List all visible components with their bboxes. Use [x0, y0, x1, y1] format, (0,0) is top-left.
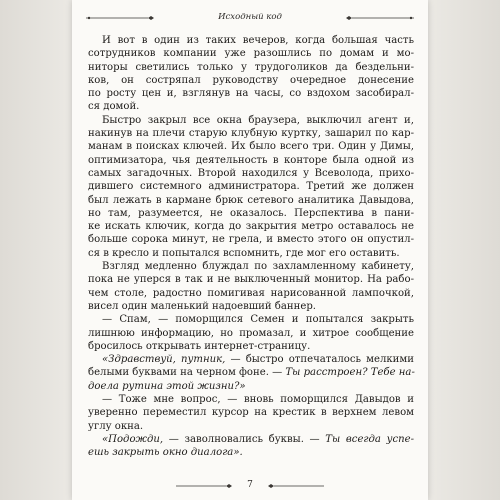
page-number: 7 [247, 480, 253, 490]
footer-ornament-right-icon [268, 483, 324, 489]
text-line: чем столе, радостно помигивая нарисованной лампочкой, [88, 287, 414, 299]
footer-ornament-left-icon [176, 483, 232, 489]
text-line: ке искать ключик, когда до закрытия метро оставалось не [88, 221, 414, 233]
text-line: манам в поисках ключей. Их было всего три. Один у Димы, [88, 141, 414, 153]
page-body-text [88, 34, 414, 460]
text-line: по росту цен и, взглянув на часы, со вздохом засобирал- [88, 88, 414, 100]
adjacent-page-right [428, 0, 500, 500]
text-line: ся в кресло и попытался вспомнить, где мог его оставить. [88, 247, 400, 259]
text-line: дившего системного администратора. Третий же должен [88, 181, 414, 193]
text-line: углу окна. [88, 420, 144, 432]
text-line: ков, он состряпал руководству очередное донесение [88, 74, 414, 86]
header-ornament-left-icon [86, 15, 154, 21]
text-line: бросилось открывать интернет-страницу. [88, 340, 311, 352]
text-line: висел один маленький надоевший баннер. [88, 300, 316, 312]
text-line: И вот в один из таких вечеров, когда большая часть [102, 35, 414, 46]
text-line: «Здравствуй, путник, — быстро отпечаталось мелкими [102, 354, 414, 366]
text-line: пока не уперся в так и не выключенный монитор. На рабо- [88, 274, 414, 286]
adjacent-page-left [0, 0, 72, 500]
running-title: Исходный код [218, 12, 282, 22]
text-line: сотрудников компании уже разошлись по домам и мо- [88, 48, 414, 60]
text-line: накинув на плечи старую клубную куртку, зашарил по кар- [88, 128, 414, 140]
text-line: — Спам, — поморщился Семен и попытался закрыть [102, 314, 414, 326]
text-line: больше сорока минут, не грела, и вместо этого он опустил- [88, 234, 414, 246]
book-page [72, 0, 428, 500]
text-line: ешь закрыть окно диалога». [88, 447, 243, 459]
text-line: доела рутина этой жизни?» [88, 380, 246, 392]
text-line: был лежать в кармане брюк сетевого аналитика Давыдова, [88, 194, 414, 206]
text-line: ниторы светились только у трудоголиков да бездельни- [88, 61, 414, 73]
text-line: Взгляд медленно блуждал по захламленному кабинету, [102, 261, 414, 273]
text-line: оптимизатора, чья деятельность в конторе была одной из [88, 154, 414, 166]
page-footer [86, 478, 414, 492]
text-line: ся домой. [88, 101, 140, 113]
text-line: самых загадочных. Второй находился у Всеволода, прихо- [88, 167, 414, 179]
text-line: уверенно переместил курсор на крестик в верхнем левом [88, 407, 414, 419]
text-line: лишнюю информацию, но промазал, и хитрое сообщение [88, 327, 414, 339]
text-line: белыми буквами на черном фоне. — Ты расстроен? Тебе на- [88, 367, 415, 379]
header-ornament-right-icon [346, 15, 414, 21]
text-line: но там, разумеется, не оказалось. Перспектива в пани- [88, 207, 414, 219]
page-header [86, 10, 414, 24]
text-line: Быстро закрыл все окна браузера, выключил агент и, [102, 114, 414, 126]
text-line: — Тоже мне вопрос, — вновь поморщился Давыдов и [102, 394, 414, 406]
text-line: «Подожди, — заволновались буквы. — Ты всегда успе- [102, 433, 414, 445]
